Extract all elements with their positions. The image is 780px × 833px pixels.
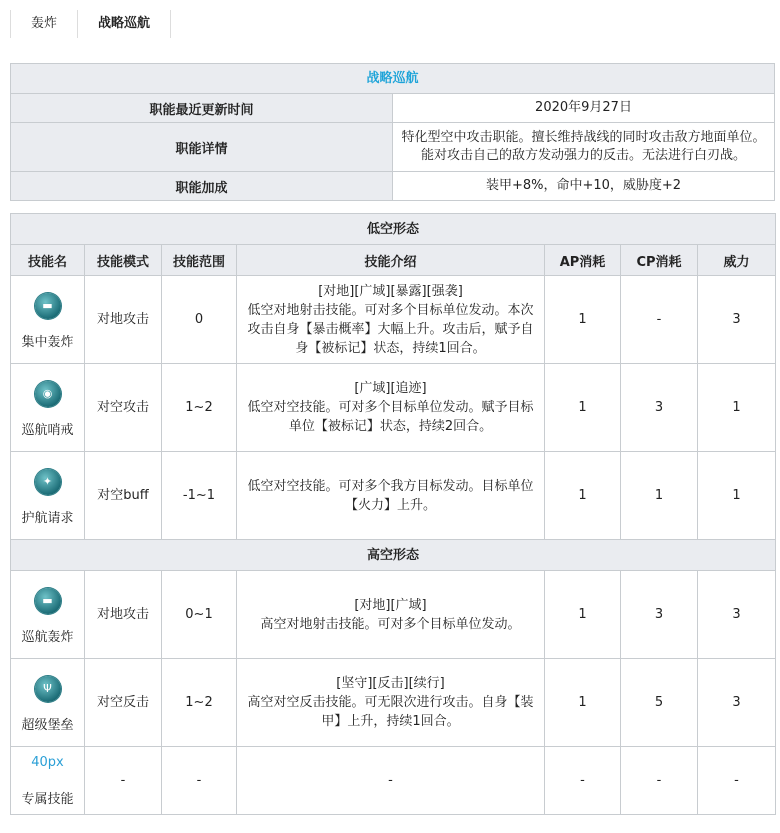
patrol-icon [35,381,61,407]
skills-header-row [11,245,776,276]
skills-table [10,213,776,815]
skill-cp: - [621,747,698,815]
skills-header-0: 技能名 [11,245,85,276]
skill-row [11,659,776,747]
skill-name-cell [11,452,85,540]
skill-desc-cell [237,571,545,659]
icon-glyph: ✦ [42,475,53,488]
skill-power: 3 [698,659,776,747]
role-detail-label: 职能详情 [11,123,393,172]
skill-mode: 对空buff [85,452,162,540]
skill-power: - [698,747,776,815]
skill-mode: - [85,747,162,815]
skill-desc-cell [237,276,545,364]
icon-glyph: ▬ [42,594,53,607]
skill-name-cell [11,364,85,452]
skill-name: 集中轰炸 [21,335,74,350]
skill-mode: 对地攻击 [85,276,162,364]
skill-row [11,571,776,659]
skill-power: 1 [698,364,776,452]
skill-desc: - [237,747,545,815]
skill-name-cell [11,747,85,815]
skill-mode: 对地攻击 [85,571,162,659]
skill-power: 3 [698,571,776,659]
skills-header-3: 技能介绍 [237,245,545,276]
icon-glyph: ◉ [42,387,53,400]
low-altitude-title: 低空形态 [11,214,776,245]
skill-desc-cell [237,364,545,452]
bomb-icon [35,588,61,614]
skill-tags: [广域][追迹] [354,381,427,396]
skill-desc: 高空对空反击技能。可无限次进行攻击。自身【装甲】上升，持续1回合。 [247,695,534,729]
skill-name-cell [11,659,85,747]
skill-cp: 3 [621,571,698,659]
role-bonus-value: 装甲+8%，命中+10，威胁度+2 [393,172,775,201]
skill-mode: 对空攻击 [85,364,162,452]
role-info-table [10,63,775,201]
exclusive-skill-row [11,747,776,815]
role-bonus-label: 职能加成 [11,172,393,201]
skills-header-4: AP消耗 [545,245,621,276]
skill-range: - [162,747,237,815]
skills-header-5: CP消耗 [621,245,698,276]
update-time-value: 2020年9月27日 [393,94,775,123]
role-detail-value: 特化型空中攻击职能。擅长维持战线的同时攻击敌方地面单位。能对攻击自己的敌方发动强力的反击。无法进行白刃战。 [393,123,775,172]
exclusive-skill-link[interactable]: 40px [31,754,64,770]
skill-range: -1~1 [162,452,237,540]
skills-header-2: 技能范围 [162,245,237,276]
skill-name-cell [11,276,85,364]
skill-ap: 1 [545,364,621,452]
skill-desc-cell [237,452,545,540]
skill-row [11,452,776,540]
role-title: 战略巡航 [11,64,775,94]
skill-name: 专属技能 [21,791,74,807]
skill-tags: [对地][广域] [354,597,427,613]
high-altitude-title: 高空形态 [11,540,776,571]
skill-row [11,276,776,364]
icon-glyph: ▬ [42,299,53,312]
skill-name: 巡航轰炸 [21,630,74,645]
skill-cp: 5 [621,659,698,747]
skill-desc: 高空对地射击技能。可对多个目标单位发动。 [260,616,521,632]
update-time-label: 职能最近更新时间 [11,94,393,123]
skill-cp: - [621,276,698,364]
skill-range: 1~2 [162,659,237,747]
skill-tags: [坚守][反击][续行] [336,676,445,691]
skill-cp: 1 [621,452,698,540]
skill-ap: 1 [545,276,621,364]
skill-mode: 对空反击 [85,659,162,747]
skill-power: 1 [698,452,776,540]
skill-name-cell [11,571,85,659]
skills-header-6: 威力 [698,245,776,276]
tab-bombing[interactable]: 轰炸 [10,10,78,38]
skill-ap: 1 [545,659,621,747]
tab-strategic-cruise[interactable]: 战略巡航 [78,10,171,38]
skill-cp: 3 [621,364,698,452]
skill-range: 1~2 [162,364,237,452]
skill-range: 0~1 [162,571,237,659]
skill-desc: 低空对空技能。可对多个目标单位发动。赋予目标单位【被标记】状态，持续2回合。 [247,400,534,434]
fortress-icon [35,676,61,702]
skill-range: 0 [162,276,237,364]
skill-desc: 低空对地射击技能。可对多个目标单位发动。本次攻击自身【暴击概率】大幅上升。攻击后，赋予自身【被标记】状态，持续1回合。 [247,302,534,356]
tab-bar [10,10,171,38]
bomb-icon [35,293,61,319]
skills-header-1: 技能模式 [85,245,162,276]
skill-desc-cell [237,659,545,747]
skill-ap: 1 [545,571,621,659]
skill-desc: 低空对空技能。可对多个我方目标发动。目标单位【火力】上升。 [247,478,534,513]
icon-glyph: Ψ [43,682,52,695]
skill-name: 巡航哨戒 [21,423,74,438]
skill-name: 超级堡垒 [21,718,74,733]
skill-name: 护航请求 [21,511,74,526]
escort-icon [35,469,61,495]
skill-ap: 1 [545,452,621,540]
skill-row [11,364,776,452]
skill-ap: - [545,747,621,815]
skill-power: 3 [698,276,776,364]
skill-tags: [对地][广域][暴露][强袭] [318,283,463,299]
